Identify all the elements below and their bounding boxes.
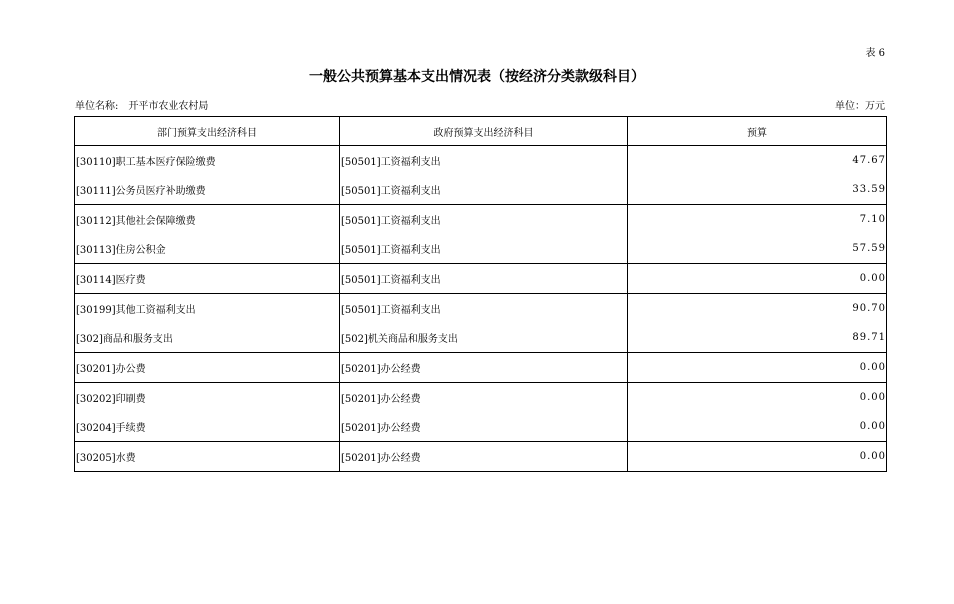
amount-cell: 57.59 [628,234,887,264]
amount-cell: 0.00 [628,353,887,383]
dept-subject-cell: [30113]住房公积金 [75,234,340,264]
amount-cell: 0.00 [628,442,887,472]
page-title: 一般公共预算基本支出情况表（按经济分类款级科目） [309,69,645,85]
gov-subject-cell: [50201]办公经费 [340,412,628,442]
unit-name-label: 单位名称: [75,101,119,112]
dept-subject-cell: [30202]印刷费 [75,383,340,413]
table-row [75,294,887,324]
gov-subject-cell: [50201]办公经费 [340,353,628,383]
gov-subject-cell: [50501]工资福利支出 [340,175,628,205]
amount-cell: 89.71 [628,323,887,353]
amount-cell: 90.70 [628,294,887,324]
unit-name-value: 开平市农业农村局 [128,101,209,112]
amount-cell: 0.00 [628,383,887,413]
gov-subject-cell: [50501]工资福利支出 [340,205,628,235]
amount-cell: 0.00 [628,264,887,294]
gov-subject-cell: [50501]工资福利支出 [340,264,628,294]
unit-name [75,97,208,112]
amount-cell: 0.00 [628,412,887,442]
table-row [75,383,887,413]
table-row [75,442,887,472]
dept-subject-cell: [302]商品和服务支出 [75,323,340,353]
table-header-row [75,117,887,146]
amount-cell: 47.67 [628,146,887,176]
gov-subject-cell: [502]机关商品和服务支出 [340,323,628,353]
table-row [75,412,887,442]
amount-cell: 33.59 [628,175,887,205]
table-row [75,264,887,294]
gov-subject-cell: [50201]办公经费 [340,442,628,472]
dept-subject-cell: [30199]其他工资福利支出 [75,294,340,324]
table-number: 表 6 [865,48,885,59]
table-row [75,205,887,235]
dept-subject-cell: [30114]医疗费 [75,264,340,294]
dept-subject-cell: [30201]办公费 [75,353,340,383]
column-header-dept: 部门预算支出经济科目 [75,117,340,146]
column-header-amount: 预算 [628,117,887,146]
table-row [75,323,887,353]
dept-subject-cell: [30110]职工基本医疗保险缴费 [75,146,340,176]
column-header-gov: 政府预算支出经济科目 [340,117,628,146]
gov-subject-cell: [50201]办公经费 [340,383,628,413]
amount-cell: 7.10 [628,205,887,235]
gov-subject-cell: [50501]工资福利支出 [340,294,628,324]
budget-table [74,116,887,472]
gov-subject-cell: [50501]工资福利支出 [340,146,628,176]
dept-subject-cell: [30111]公务员医疗补助缴费 [75,175,340,205]
table-row [75,234,887,264]
table-row [75,175,887,205]
currency-unit: 单位：万元 [835,101,885,112]
gov-subject-cell: [50501]工资福利支出 [340,234,628,264]
table-row [75,353,887,383]
table-row [75,146,887,176]
dept-subject-cell: [30204]手续费 [75,412,340,442]
dept-subject-cell: [30112]其他社会保障缴费 [75,205,340,235]
dept-subject-cell: [30205]水费 [75,442,340,472]
